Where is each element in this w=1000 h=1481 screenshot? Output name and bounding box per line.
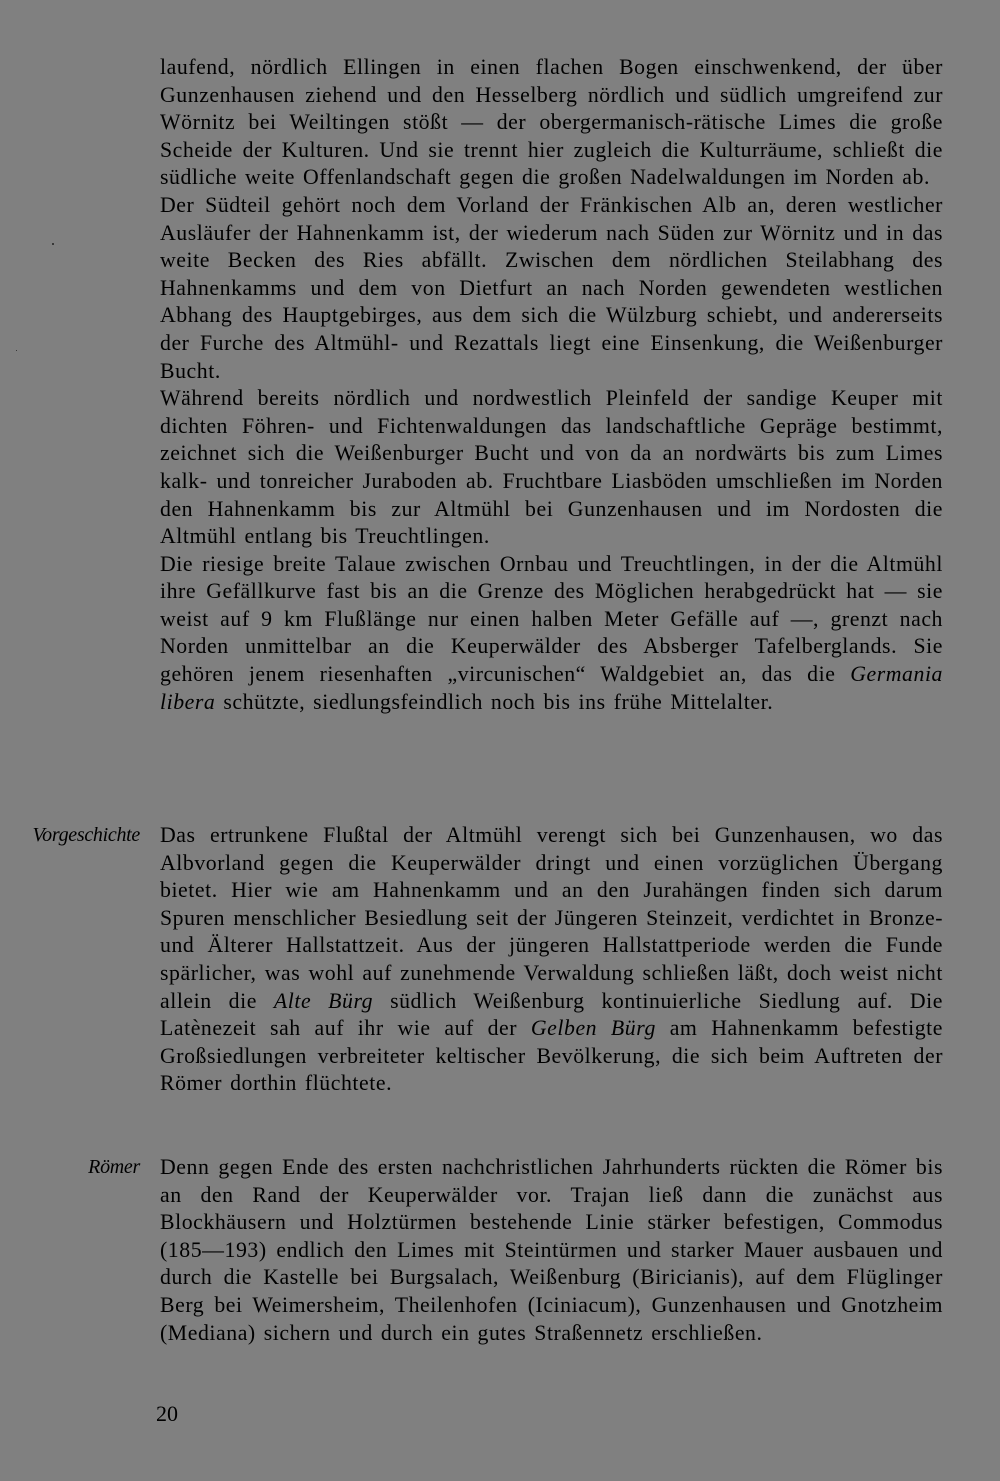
paragraph-keuper: Während bereits nördlich und nordwestlich Pleinfeld der sandige Keuper mit dichten Föhren- und Fichtenwaldungen das landschaftliche Gepräge bestimmt, zeichnet sich die Weißenburger Bucht und von da an nordwärts bis zum Limes kalk- und tonreicher Juraboden ab. Fruchtbare Liasböden umschließen im Norden den Hahnenkamm bis zur Altmühl bei Gunzenhausen und im Nordosten die Altmühl entlang bis Treuchtlingen. [160, 386, 943, 549]
vorgeschichte-text-block [160, 822, 943, 1098]
vorgeschichte-text-end: am Hahnenkamm befestigte Großsiedlungen verbreiteter keltischer Bevölkerung, die sich beim Auftreten der Römer dorthin flüchtete. [160, 1016, 943, 1096]
vorgeschichte-text-start: Das ertrunkene Flußtal der Altmühl verengt sich bei Gunzenhausen, wo das Albvorland gegen die Keuperwälder dringt und einen vorzüglichen Übergang bietet. Hier wie am Hahnenkamm und an den Jurahängen finden sich darum Spuren menschlicher Besiedlung seit der Jüngeren Steinzeit, verdichtet in Bronze- und Älterer Hallstattzeit. Aus der jüngeren Hallstattperiode werden die Funde spärlicher, was wohl auf zunehmende Verwaldung schließen läßt, doch weist nicht allein die [160, 823, 943, 1013]
alte-buerg-italic: Alte Bürg [273, 988, 374, 1013]
page-number: 20 [156, 1401, 178, 1426]
roemer-text-block [160, 1154, 943, 1347]
margin-label-roemer: Römer [88, 1156, 140, 1178]
germania-libera-italic: Germania libera [160, 662, 943, 714]
paragraph-talaue [160, 551, 943, 717]
scan-speck [16, 350, 17, 351]
talaue-text-start: Die riesige breite Talaue zwischen Ornbau und Treuchtlingen, in der die Altmühl ihre Gefällkurve fast bis an die Grenze des Möglichen herabgedrückt hat — sie weist auf 9 km Flußlänge nur einen halben Meter Gefälle auf —, grenzt nach Norden unmittelbar an die Keuperwälder des Absberger Tafelberglands. Sie gehören jenem riesenhaften „vircunischen“ Waldgebiet an, das die [160, 551, 943, 687]
talaue-text-end: schützte, siedlungsfeindlich noch bis ins frühe Mittelalter. [215, 689, 774, 714]
scan-speck [52, 243, 54, 245]
vorgeschichte-text-middle: südlich Weißenburg kontinuierliche Siedlung auf. Die Latènezeit sah auf ihr wie auf der [160, 988, 943, 1041]
margin-label-vorgeschichte: Vorgeschichte [32, 824, 140, 846]
paragraph-roemer: Denn gegen Ende des ersten nachchristlichen Jahrhunderts rückten die Römer bis an den Rand der Keuperwälder vor. Trajan ließ dann die zunächst aus Blockhäusern und Holztürmen bestehende Linie stärker befestigen, Commodus (185—193) endlich den Limes mit Steintürmen und starker Mauer ausbauen und durch die Kastelle bei Burgsalach, Weißenburg (Biricianis), auf dem Flüglinger Berg bei Weimersheim, Theilenhofen (Iciniacum), Gunzenhausen und Gnotzheim (Mediana) sichern und durch ein gutes Straßennetz erschließen. [160, 1155, 943, 1345]
paragraph-vorgeschichte [160, 822, 943, 1098]
intro-text-block [160, 54, 943, 716]
paragraph-suedteil: Der Südteil gehört noch dem Vorland der Fränkischen Alb an, deren westlicher Ausläufer der Hahnenkamm ist, der wiederum nach Süden zur Wörnitz und in das weite Becken des Ries abfällt. Zwischen dem nördlichen Steilabhang des Hahnenkamms und dem von Dietfurt an nach Norden gewendeten westlichen Abhang des Hauptgebirges, aus dem sich die Wülzburg schiebt, und andererseits der Furche des Altmühl- und Rezattals liegt eine Einsenkung, die Weißenburger Bucht. [160, 192, 943, 383]
gelbe-buerg-italic: Gelben Bürg [530, 1016, 656, 1041]
paragraph-limes: laufend, nördlich Ellingen in einen flachen Bogen einschwenkend, der über Gunzenhausen ziehend und den Hesselberg nördlich und südlich umgreifend zur Wörnitz bei Weiltingen stößt — der obergermanisch-rätische Limes die große Scheide der Kulturen. Und sie trennt hier zugleich die Kulturräume, schließt die südliche weite Offenlandschaft gegen die großen Nadelwaldungen im Norden ab. [160, 55, 943, 190]
